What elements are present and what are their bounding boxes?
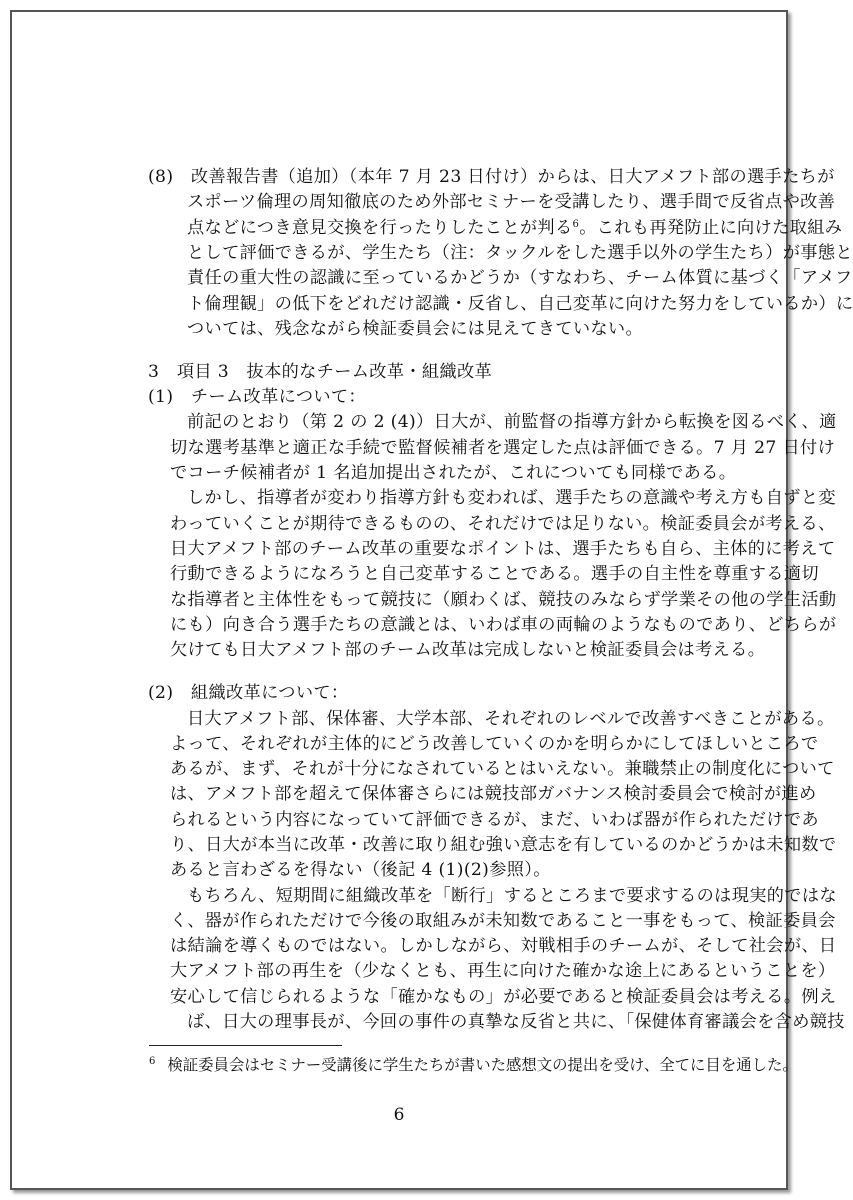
footnote-separator — [149, 1045, 342, 1046]
text-line-10: 前記のとおり（第 2 の 2 (4)）日大が、前監督の指導方針から転換を図るべく、適 — [187, 412, 837, 433]
footnote-number: 6 — [149, 1056, 156, 1067]
footnote — [149, 1056, 798, 1074]
text-line-24: は、アメフト部を超えて保体審さらには競技部ガバナンス検討委員会で検討が進め — [170, 784, 817, 805]
text-line-17: な指導者と主体性をもって競技に（願わくば、競技のみならず学業その他の学生活動 — [170, 589, 837, 610]
text-line-3 — [187, 218, 842, 238]
text-line-15: 日大アメフト部のチーム改革の重要なポイントは、選手たちも自ら、主体的に考えて — [170, 538, 836, 559]
text-line-3-tail: 。これも再発防止に向けた取組み — [579, 217, 843, 238]
text-line-18: にも）向き合う選手たちの意識とは、いわば車の両輪のようなものであり、どちらが — [170, 614, 837, 635]
text-line-33: ば、日大の理事長が、今回の事件の真摯な反省と共に、「保健体育審議会を含め競技 — [187, 1012, 845, 1032]
text-line-31: 大アメフト部の再生を（少なくとも、再生に向けた確かな途上にあるということを） — [170, 961, 836, 982]
text-line-22: よって、それぞれが主体的にどう改善していくのかを明らかにしてほしいところで — [170, 733, 819, 754]
text-line-30: は結論を導くものではない。しかしながら、対戦相手のチームが、そして社会が、日 — [170, 936, 837, 957]
text-line-25: られるという内容になっていて評価できるが、まだ、いわば器が作られただけであ — [170, 809, 819, 830]
text-line-29: く、器が作られただけで今後の取組みが未知数であること一事をもって、検証委員会 — [170, 910, 836, 931]
text-line-16: 行動できるようになろうと自己変革することである。選手の自主性を尊重する適切 — [170, 564, 819, 585]
footnote-text: 検証委員会はセミナー受講後に学生たちが書いた感想文の提出を受け、全てに目を通した。 — [167, 1056, 798, 1074]
text-line-6: ト倫理観」の低下をどれだけ認識・反省し、自己変革に向けた努力をしているか）に — [187, 293, 853, 314]
text-line-19: 欠けても日大アメフト部のチーム改革は完成しないと検証委員会は考える。 — [170, 640, 766, 661]
text-line-23: あるが、まず、それが十分になされているとはいえない。兼職禁止の制度化について — [170, 759, 835, 780]
text-line-12: でコーチ候補者が 1 名追加提出されたが、これについても同様である。 — [170, 463, 737, 483]
page-number: 6 — [393, 1105, 405, 1125]
text-line-26: り、日大が本当に改革・改善に取り組む強い意志を有しているのかどうかは未知数で — [170, 834, 837, 855]
text-line-28: もちろん、短期間に組織改革を「断行」するところまで要求するのは現実的ではな — [187, 885, 837, 906]
text-line-7: ついては、残念ながら検証委員会には見えてきていない。 — [187, 318, 643, 339]
subsection-heading-2: (2) 組織改革について： — [148, 683, 349, 704]
text-line-11: 切な選考基準と適正な手続で監督候補者を選定した点は評価できる。7 月 27 日付け — [170, 437, 836, 458]
text-line-1: (8) 改善報告書（追加）（本年 7 月 23 日付け）からは、日大アメフト部の選手たちが — [148, 167, 835, 187]
section-heading: 3 項目 3 抜本的なチーム改革・組織改革 — [148, 361, 493, 382]
text-line-13: しかし、指導者が変わり指導方針も変われば、選手たちの意識や考え方も自ずと変 — [187, 488, 836, 509]
text-line-32: 安心して信じられるような「確かなもの」が必要であると検証委員会は考える。例え — [170, 986, 837, 1007]
footnote-ref: 6 — [572, 218, 580, 230]
text-line-3-head: 点などにつき意見交換を行ったりしたことが判る — [187, 217, 573, 238]
text-line-27: あると言わざるを得ない（後記 4 (1)(2)参照）。 — [170, 860, 551, 881]
document-page — [10, 10, 853, 1190]
text-line-2: スポーツ倫理の周知徹底のため外部セミナーを受講したり、選手間で反省点や改善 — [187, 192, 836, 213]
text-line-5: 責任の重大性の認識に至っているかどうか（すなわち、チーム体質に基づく「アメフ — [187, 268, 853, 289]
text-line-21: 日大アメフト部、保体審、大学本部、それぞれのレベルで改善すべきことがある。 — [187, 708, 835, 729]
subsection-heading-1: (1) チーム改革について： — [148, 387, 366, 408]
text-line-14: わっていくことが期待できるものの、それだけでは足りない。検証委員会が考える、 — [170, 513, 836, 534]
text-line-4: として評価できるが、学生たち（注：タックルをした選手以外の学生たち）が事態と — [187, 242, 853, 263]
